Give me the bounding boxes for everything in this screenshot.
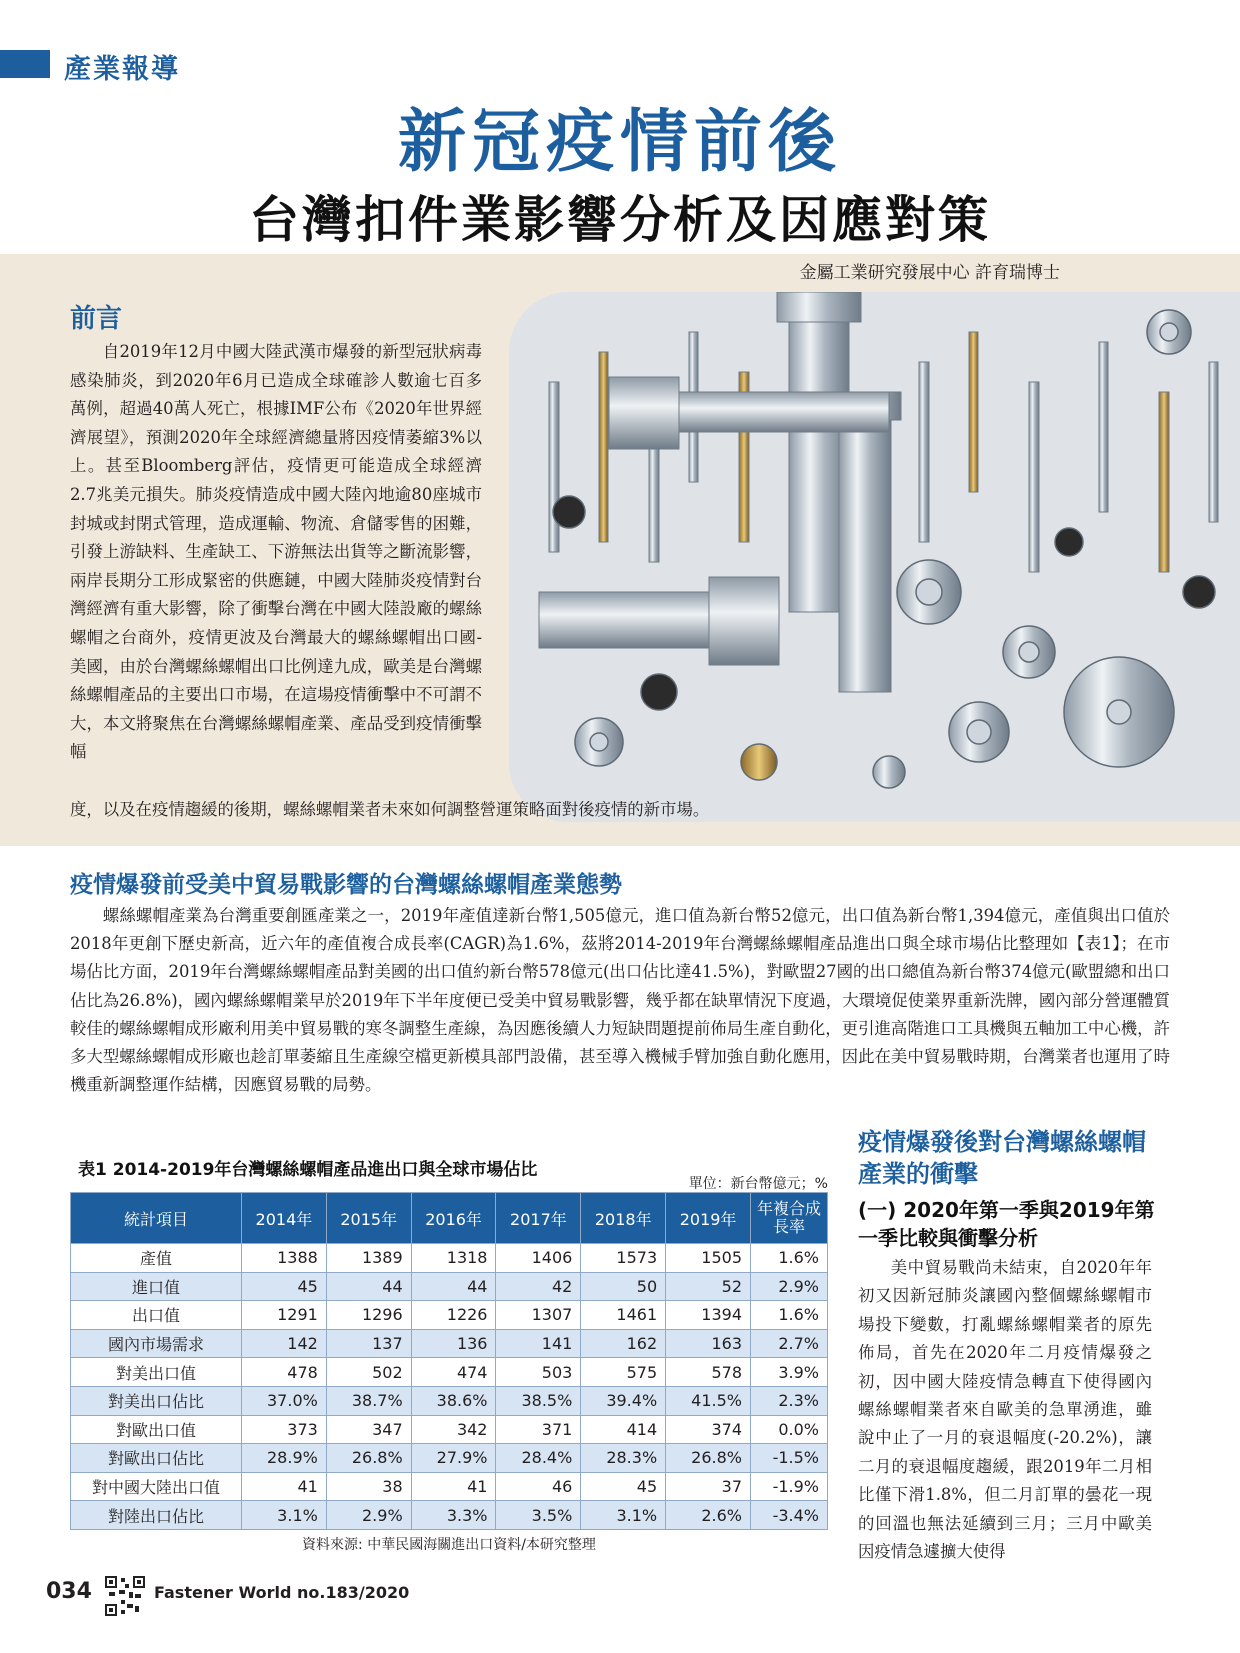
table-header-cell: 2014年 [242, 1193, 327, 1244]
table-header-row [71, 1193, 828, 1244]
table-cell: 28.9% [242, 1444, 327, 1473]
table-cell: 1226 [411, 1301, 496, 1330]
table-cell: 162 [581, 1329, 666, 1358]
table-unit: 單位：新台幣億元；% [688, 1176, 828, 1192]
table-header-cell: 2017年 [496, 1193, 581, 1244]
page-number: 034 [46, 1579, 92, 1604]
table-cell: 44 [326, 1272, 411, 1301]
table-cell: 41.5% [666, 1386, 751, 1415]
table-cell: 42 [496, 1272, 581, 1301]
table-cell: 3.1% [242, 1501, 327, 1530]
table-cell: 374 [666, 1415, 751, 1444]
table-cell: 28.4% [496, 1444, 581, 1473]
table-cell: 502 [326, 1358, 411, 1387]
section-heading-2: 疫情爆發後對台灣螺絲螺帽產業的衝擊 [858, 1128, 1146, 1188]
table-cell: 1389 [326, 1244, 411, 1273]
section-label: 產業報導 [64, 54, 180, 85]
table-header-cell: 2015年 [326, 1193, 411, 1244]
table-cell: 474 [411, 1358, 496, 1387]
table-cell: 371 [496, 1415, 581, 1444]
table-row [71, 1501, 828, 1530]
table-cell: 3.1% [581, 1501, 666, 1530]
table-row [71, 1444, 828, 1473]
table-cell: 44 [411, 1272, 496, 1301]
table-cell: 26.8% [666, 1444, 751, 1473]
intro-heading: 前言 [70, 304, 123, 334]
table-cell: -1.5% [751, 1444, 828, 1473]
table-cell: 1388 [242, 1244, 327, 1273]
table-source: 資料來源: 中華民國海關進出口資料/本研究整理 [302, 1537, 596, 1553]
data-table [70, 1192, 828, 1530]
table-cell: 3.5% [496, 1501, 581, 1530]
table-cell: 2.6% [666, 1501, 751, 1530]
table-cell: 41 [411, 1472, 496, 1501]
subsection-heading: (一) 2020年第一季與2019年第一季比較與衝擊分析 [858, 1198, 1155, 1250]
table-cell: 2.3% [751, 1386, 828, 1415]
table-cell: 26.8% [326, 1444, 411, 1473]
table-row [71, 1272, 828, 1301]
table-row-label: 對美出口佔比 [71, 1386, 242, 1415]
table-cell: 136 [411, 1329, 496, 1358]
table-cell: 45 [242, 1272, 327, 1301]
table-cell: 141 [496, 1329, 581, 1358]
table-row [71, 1329, 828, 1358]
magazine-issue: Fastener World no.183/2020 [154, 1583, 410, 1602]
table-cell: 41 [242, 1472, 327, 1501]
article-title: 新冠疫情前後 [397, 103, 842, 182]
table-cell: -1.9% [751, 1472, 828, 1501]
table-row [71, 1386, 828, 1415]
qr-code-icon [105, 1576, 145, 1616]
table-cell: 2.7% [751, 1329, 828, 1358]
table-cell: 1291 [242, 1301, 327, 1330]
table-cell: 52 [666, 1272, 751, 1301]
fasteners-photo [509, 292, 1240, 822]
table-cell: 38.7% [326, 1386, 411, 1415]
table-cell: 1573 [581, 1244, 666, 1273]
table-row [71, 1244, 828, 1273]
table-cell: 1307 [496, 1301, 581, 1330]
table-cell: 578 [666, 1358, 751, 1387]
section-paragraph: 螺絲螺帽產業為台灣重要創匯產業之一，2019年產值達新台幣1,505億元，進口值為新台幣52億元，出口值為新台幣1,394億元，產值與出口值於2018年更創下歷史新高，近六年的產值複合成長率(CAGR)為1.6%，茲將2014-2019年台灣螺絲螺帽產品進出口與全球市場佔比整理如【表1】；在市場佔比方面，2019年台灣螺絲螺帽產品對美國的出口值約新台幣578億元(出口佔比達41.5%)，對歐盟27國的出口總值為新台幣374億元(歐盟總和出口佔比為26.8%)，國內螺絲螺帽業早於2019年下半年度便已受美中貿易戰影響，幾乎都在缺單情況下度過，大環境促使業界重新洗牌，國內部分營運體質較佳的螺絲螺帽成形廠利用美中貿易戰的寒冬調整生產線，為因應後續人力短缺問題提前佈局生產自動化，更引進高階進口工具機與五軸加工中心機，許多大型螺絲螺帽成形廠也趁訂單萎縮且生產線空檔更新模具部門設備，甚至導入機械手臂加強自動化應用，因此在美中貿易戰時期，台灣業者也運用了時機重新調整運作結構，因應貿易戰的局勢。 [70, 906, 1171, 1095]
table-cell: 1461 [581, 1301, 666, 1330]
table-cell: 27.9% [411, 1444, 496, 1473]
table-row-label: 對美出口值 [71, 1358, 242, 1387]
table-cell: 45 [581, 1472, 666, 1501]
table-row-label: 國內市場需求 [71, 1329, 242, 1358]
table-body [71, 1244, 828, 1530]
table-cell: 2.9% [751, 1272, 828, 1301]
table-cell: 46 [496, 1472, 581, 1501]
table-cell: 142 [242, 1329, 327, 1358]
table-cell: 38 [326, 1472, 411, 1501]
table-row-label: 產值 [71, 1244, 242, 1273]
table-header-cell: 統計項目 [71, 1193, 242, 1244]
table-cell: 1296 [326, 1301, 411, 1330]
table-cell: 1318 [411, 1244, 496, 1273]
table-header-cell: 年複合成長率 [751, 1193, 828, 1244]
table-cell: 373 [242, 1415, 327, 1444]
table-cell: 137 [326, 1329, 411, 1358]
table-header-cell: 2016年 [411, 1193, 496, 1244]
table-header-cell: 2019年 [666, 1193, 751, 1244]
author-byline: 金屬工業研究發展中心 許育瑞博士 [799, 263, 1060, 283]
table-cell: 347 [326, 1415, 411, 1444]
section-marker-bar [0, 50, 50, 78]
table-cell: 3.9% [751, 1358, 828, 1387]
table-header-cell: 2018年 [581, 1193, 666, 1244]
table-row [71, 1472, 828, 1501]
table-cell: 28.3% [581, 1444, 666, 1473]
table-cell: 1.6% [751, 1244, 828, 1273]
table-cell: 163 [666, 1329, 751, 1358]
table-cell: 1505 [666, 1244, 751, 1273]
table-cell: 478 [242, 1358, 327, 1387]
table-cell: -3.4% [751, 1501, 828, 1530]
table-cell: 2.9% [326, 1501, 411, 1530]
intro-paragraph-end: 度，以及在疫情趨緩的後期，螺絲螺帽業者未來如何調整營運策略面對後疫情的新市場。 [70, 800, 710, 819]
table-cell: 342 [411, 1415, 496, 1444]
table-cell: 37.0% [242, 1386, 327, 1415]
section-heading: 疫情爆發前受美中貿易戰影響的台灣螺絲螺帽產業態勢 [70, 872, 622, 898]
table-cell: 414 [581, 1415, 666, 1444]
table-row [71, 1415, 828, 1444]
table-cell: 1.6% [751, 1301, 828, 1330]
table-cell: 38.5% [496, 1386, 581, 1415]
table-cell: 50 [581, 1272, 666, 1301]
table-row-label: 對陸出口佔比 [71, 1501, 242, 1530]
table-cell: 37 [666, 1472, 751, 1501]
table-row-label: 對歐出口值 [71, 1415, 242, 1444]
table-row-label: 出口值 [71, 1301, 242, 1330]
table-row-label: 進口值 [71, 1272, 242, 1301]
table-cell: 1406 [496, 1244, 581, 1273]
table-row-label: 對中國大陸出口值 [71, 1472, 242, 1501]
table-row [71, 1358, 828, 1387]
table-cell: 38.6% [411, 1386, 496, 1415]
table-title: 表1 2014-2019年台灣螺絲螺帽產品進出口與全球市場佔比 [78, 1160, 538, 1180]
table-row [71, 1301, 828, 1330]
intro-paragraph: 自2019年12月中國大陸武漢市爆發的新型冠狀病毒感染肺炎，到2020年6月已造成全球確診人數逾七百多萬例，超過40萬人死亡，根據IMF公布《2020年世界經濟展望》，預測2020年全球經濟總量將因疫情萎縮3%以上。甚至Bloomberg評估，疫情更可能造成全球經濟2.7兆美元損失。肺炎疫情造成中國大陸內地逾80座城市封城或封閉式管理，造成運輸、物流、倉儲零售的困難，引發上游缺料、生產缺工、下游無法出貨等之斷流影響，兩岸長期分工形成緊密的供應鏈，中國大陸肺炎疫情對台灣經濟有重大影響，除了衝擊台灣在中國大陸設廠的螺絲螺帽之台商外，疫情更波及台灣最大的螺絲螺帽出口國-美國，由於台灣螺絲螺帽出口比例達九成，歐美是台灣螺絲螺帽產品的主要出口市場，在這場疫情衝擊中不可謂不大，本文將聚焦在台灣螺絲螺帽產業、產品受到疫情衝擊幅 [70, 342, 482, 762]
subsection-paragraph: 美中貿易戰尚未結束，自2020年年初又因新冠肺炎讓國內整個螺絲螺帽市場投下變數，打亂螺絲螺帽業者的原先佈局，首先在2020年二月疫情爆發之初，因中國大陸疫情急轉直下使得國內螺絲螺帽業者來自歐美的急單湧進，雖說中止了一月的衰退幅度(-20.2%)，讓二月的衰退幅度趨緩，跟2019年二月相比僅下滑1.8%，但二月訂單的曇花一現的回溫也無法延續到三月；三月中歐美因疫情急遽擴大使得 [858, 1258, 1152, 1562]
fasteners-photo-illustration [509, 292, 1240, 822]
table-cell: 3.3% [411, 1501, 496, 1530]
table-row-label: 對歐出口佔比 [71, 1444, 242, 1473]
table-cell: 503 [496, 1358, 581, 1387]
table-cell: 39.4% [581, 1386, 666, 1415]
article-subtitle: 台灣扣件業影響分析及因應對策 [249, 190, 991, 249]
table-cell: 0.0% [751, 1415, 828, 1444]
table-cell: 1394 [666, 1301, 751, 1330]
table-cell: 575 [581, 1358, 666, 1387]
